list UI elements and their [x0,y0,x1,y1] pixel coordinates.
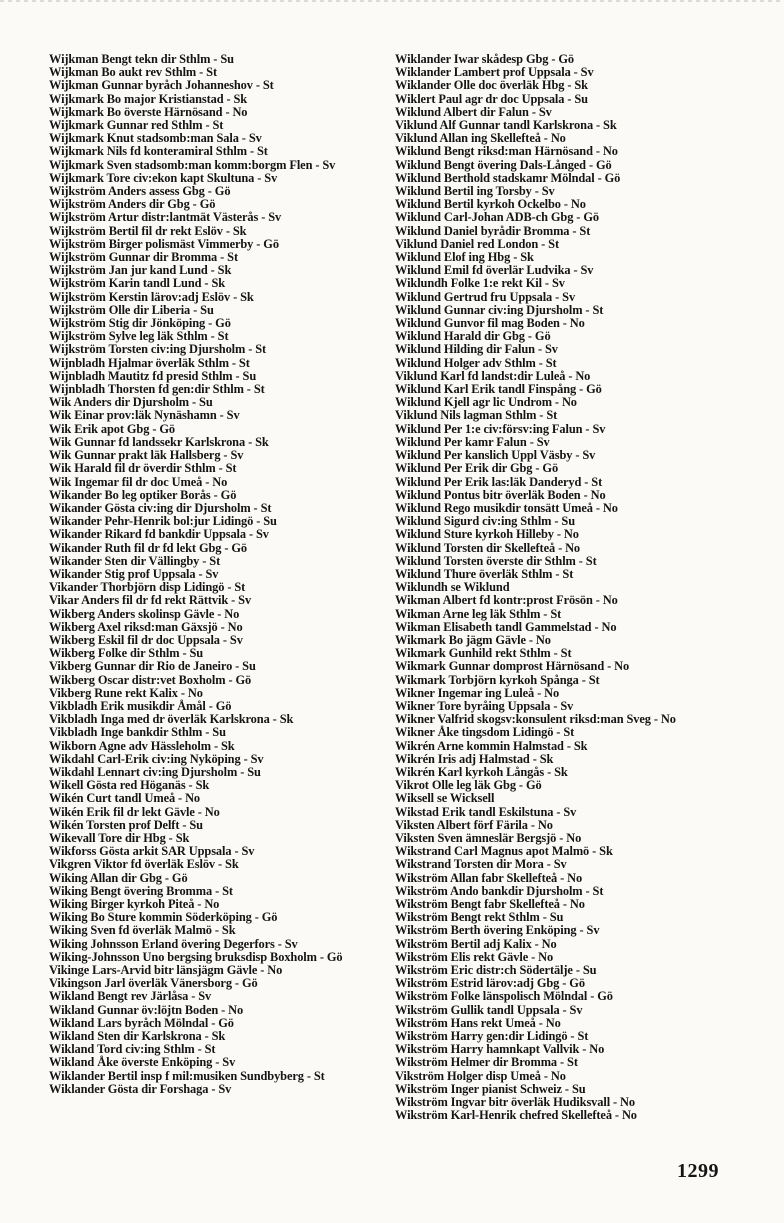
directory-entry: Wikner Åke tingsdom Lidingö - St [395,725,575,740]
directory-entry: Wikström Bertil adj Kalix - No [395,936,557,951]
directory-entry: Vikgren Viktor fd överläk Eslöv - Sk [49,857,239,872]
directory-entry: Wiking Bo Sture kommin Söderköping - Gö [49,910,278,925]
directory-entry: Wijkmark Bo major Kristianstad - Sk [49,91,248,106]
directory-entry: Wiklund Torsten överste dir Sthlm - St [395,553,597,568]
right-column [395,53,715,1122]
directory-entry: Wiking Allan dir Gbg - Gö [49,870,188,885]
directory-entry: Wiklund Bengt riksd:man Härnösand - No [395,144,618,159]
directory-entry: Wikander Gösta civ:ing dir Djursholm - St [49,500,272,515]
directory-entry: Vikbladh Inga med dr överläk Karlskrona - Sk [49,712,294,727]
directory-entry: Wijkström Anders assess Gbg - Gö [49,184,231,199]
directory-entry: Wikberg Eskil fil dr doc Uppsala - Sv [49,632,243,647]
directory-entry: Wiklund Karl Erik tandl Finspång - Gö [395,382,602,397]
directory-entry: Wiking Bengt övering Bromma - St [49,883,233,898]
directory-entry: Wiklund Harald dir Gbg - Gö [395,329,551,344]
directory-entry: Wikström Ando bankdir Djursholm - St [395,883,604,898]
directory-entry: Vikberg Gunnar dir Rio de Janeiro - Su [49,659,256,674]
directory-entry: Wijkström Olle dir Liberia - Su [49,302,214,317]
directory-entry: Wijkström Stig dir Jönköping - Gö [49,316,231,331]
directory-entry: Wiking Johnsson Erland övering Degerfors - Sv [49,936,298,951]
directory-entry: Vikar Anders fil dr fd rekt Rättvik - Sv [49,593,252,608]
directory-entry: Wikdahl Carl-Erik civ:ing Nyköping - Sv [49,751,264,766]
directory-entry: Wijkström Torsten civ:ing Djursholm - St [49,342,267,357]
directory-entry: Wikland Åke överste Enköping - Sv [49,1055,236,1070]
directory-entry: Viklund Nils lagman Sthlm - St [395,408,558,423]
directory-entry: Wikrén Arne kommin Halmstad - Sk [395,738,588,753]
directory-entry: Wijkström Birger polismäst Vimmerby - Gö [49,236,279,251]
directory-entry: Wiklund Per Erik las:läk Danderyd - St [395,474,603,489]
directory-entry: Wijkmark Tore civ:ekon kapt Skultuna - Sv [49,170,278,185]
directory-entry: Vikrot Olle leg läk Gbg - Gö [395,778,542,793]
directory-entry: Wikström Elis rekt Gävle - No [395,949,554,964]
directory-entry: Wik Gunnar fd landssekr Karlskrona - Sk [49,434,269,449]
directory-entry: Vikström Holger disp Umeå - No [395,1068,566,1083]
directory-entry: Wikland Sten dir Karlskrona - Sk [49,1029,226,1044]
directory-entry: Wiklund Hilding dir Falun - Sv [395,342,558,357]
directory-entry: Vikberg Rune rekt Kalix - No [49,685,203,700]
directory-entry: Wikland Gunnar öv:löjtn Boden - No [49,1002,244,1017]
directory-entry: Wikström Gullik tandl Uppsala - Sv [395,1002,583,1017]
page-edge-rule [0,0,784,2]
directory-entry: Wikander Rikard fd bankdir Uppsala - Sv [49,527,269,542]
directory-entry: Wiklundh se Wiklund [395,580,510,595]
directory-entry: Wikén Erik fil dr lekt Gävle - No [49,804,220,819]
directory-entry: Wiklund Gunnar civ:ing Djursholm - St [395,302,604,317]
directory-entry: Wiklert Paul agr dr doc Uppsala - Su [395,91,588,106]
directory-entry: Wijkström Sylve leg läk Sthlm - St [49,329,229,344]
directory-entry: Viklund Allan ing Skellefteå - No [395,131,566,146]
directory-entry: Wikander Stig prof Uppsala - Sv [49,566,219,581]
directory-entry: Wikdahl Lennart civ:ing Djursholm - Su [49,764,261,779]
directory-entry: Wijkström Anders dir Gbg - Gö [49,197,216,212]
directory-entry: Wik Gunnar prakt läk Hallsberg - Sv [49,448,244,463]
directory-entry: Wiklund Berthold stadskamr Mölndal - Gö [395,170,621,185]
directory-entry: Wiklund Sture kyrkoh Hilleby - No [395,527,579,542]
directory-entry: Viksten Sven ämneslär Bergsjö - No [395,830,582,845]
directory-entry: Wiklund Holger adv Sthlm - St [395,355,557,370]
directory-entry: Wijkmark Bo överste Härnösand - No [49,104,248,119]
directory-entry: Viksten Albert förf Färila - No [395,817,553,832]
directory-entry: Wiking Sven fd överläk Malmö - Sk [49,923,236,938]
directory-entry: Wiklund Daniel byrådir Bromma - St [395,223,591,238]
directory-entry: Wijnbladh Hjalmar överläk Sthlm - St [49,355,250,370]
directory-entry: Wik Einar prov:läk Nynäshamn - Sv [49,408,240,423]
directory-entry: Wijkman Bo aukt rev Sthlm - St [49,65,217,80]
directory-entry: Wikberg Axel riksd:man Gäxsjö - No [49,619,243,634]
directory-entry: Wikberg Anders skolinsp Gävle - No [49,606,240,621]
left-column [49,53,361,1096]
directory-entry: Wijkmark Gunnar red Sthlm - St [49,118,224,133]
directory-entry: Wikman Elisabeth tandl Gammelstad - No [395,619,617,634]
directory-entry: Wiklund Bengt övering Dals-Långed - Gö [395,157,612,172]
directory-entry: Wikmark Bo jägm Gävle - No [395,632,551,647]
directory-entry: Wijnbladh Mautitz fd presid Sthlm - Su [49,368,257,383]
directory-entry: Wiklund Per kanslich Uppl Väsby - Sv [395,448,596,463]
directory-entry: Wik Harald fil dr överdir Sthlm - St [49,461,237,476]
directory-entry: Viklund Alf Gunnar tandl Karlskrona - Sk [395,118,617,133]
directory-entry: Wiklund Gunvor fil mag Boden - No [395,316,585,331]
directory-entry: Wikman Albert fd kontr:prost Frösön - No [395,593,618,608]
directory-entry: Wiklund Carl-Johan ADB-ch Gbg - Gö [395,210,599,225]
directory-entry: Wikstad Erik tandl Eskilstuna - Sv [395,804,577,819]
directory-entry: Wiksell se Wicksell [395,791,495,806]
directory-entry: Wiklund Bertil ing Torsby - Sv [395,184,555,199]
directory-entry: Wiklund Pontus bitr överläk Boden - No [395,487,606,502]
directory-entry: Wikmark Gunhild rekt Sthlm - St [395,646,572,661]
directory-entry: Wikander Pehr-Henrik bol:jur Lidingö - Su [49,514,277,529]
directory-entry: Wiklund Rego musikdir tonsätt Umeå - No [395,500,618,515]
directory-entry: Wikén Curt tandl Umeå - No [49,791,201,806]
directory-entry: Wijkmark Knut stadsomb:man Sala - Sv [49,131,262,146]
directory-entry: Wijkström Artur distr:lantmät Västerås - Sv [49,210,282,225]
directory-entry: Wiklund Kjell agr lic Undrom - No [395,395,577,410]
directory-entry: Wikén Torsten prof Delft - Su [49,817,203,832]
directory-entry: Wikner Valfrid skogsv:konsulent riksd:man Sveg - No [395,712,676,727]
directory-entry: Wik Ingemar fil dr doc Umeå - No [49,474,228,489]
directory-entry: Wikner Tore byråing Uppsala - Sv [395,698,574,713]
directory-entry: Wikberg Oscar distr:vet Boxholm - Gö [49,672,252,687]
directory-entry: Wiklundh Folke 1:e rekt Kil - Sv [395,276,565,291]
directory-entry: Wikström Harry gen:dir Lidingö - St [395,1029,589,1044]
directory-entry: Wikström Allan fabr Skellefteå - No [395,870,583,885]
directory-entry: Wikevall Tore dir Hbg - Sk [49,830,190,845]
directory-entry: Wiklander Iwar skådesp Gbg - Gö [395,52,575,66]
directory-entry: Wikström Karl-Henrik chefred Skellefteå - No [395,1108,637,1123]
directory-entry: Vikbladh Inge bankdir Sthlm - Su [49,725,226,740]
directory-entry: Wijkström Jan jur kand Lund - Sk [49,263,232,278]
directory-entry: Wikström Bengt fabr Skellefteå - No [395,897,585,911]
directory-entry: Wikström Eric distr:ch Södertälje - Su [395,963,597,978]
directory-entry: Wiklund Albert dir Falun - Sv [395,104,552,119]
directory-entry: Wikström Helmer dir Bromma - St [395,1055,578,1070]
directory-entry: Wiklund Thure överläk Sthlm - St [395,566,574,581]
directory-entry: Wijkman Bengt tekn dir Sthlm - Su [49,52,234,66]
directory-entry: Wiklund Per kamr Falun - Sv [395,434,550,449]
directory-entry: Wiklund Elof ing Hbg - Sk [395,250,534,265]
directory-entry: Wikland Tord civ:ing Sthlm - St [49,1042,216,1057]
directory-entry: Wikström Ingvar bitr överläk Hudiksvall - No [395,1095,636,1110]
directory-entry: Wiklund Per Erik dir Gbg - Gö [395,461,559,476]
directory-entry: Wiklander Olle doc överläk Hbg - Sk [395,78,588,93]
directory-entry: Wikström Bengt rekt Sthlm - Su [395,910,564,925]
directory-entry: Wikmark Torbjörn kyrkoh Spånga - St [395,672,600,687]
directory-entry: Wikander Ruth fil dr fd lekt Gbg - Gö [49,540,248,555]
directory-entry: Wiking Birger kyrkoh Piteå - No [49,897,220,911]
directory-entry: Wikrén Karl kyrkoh Långås - Sk [395,764,568,779]
page-number: 1299 [677,1160,719,1182]
directory-entry: Wikrén Iris adj Halmstad - Sk [395,751,554,766]
directory-entry: Wiklund Bertil kyrkoh Ockelbo - No [395,197,586,212]
directory-entry: Wikström Folke länspolisch Mölndal - Gö [395,989,613,1004]
directory-entry: Wikström Harry hamnkapt Vallvik - No [395,1042,605,1057]
directory-entry: Wikander Sten dir Vällingby - St [49,553,221,568]
directory-entry: Vikbladh Erik musikdir Åmål - Gö [49,698,232,713]
directory-entry: Wikland Lars byråch Mölndal - Gö [49,1015,234,1030]
directory-entry: Wikström Inger pianist Schweiz - Su [395,1081,586,1096]
directory-entry: Vikinge Lars-Arvid bitr länsjägm Gävle - No [49,963,283,978]
directory-entry: Wikell Gösta red Höganäs - Sk [49,778,210,793]
directory-entry: Wijkström Gunnar dir Bromma - St [49,250,238,265]
directory-entry: Viklund Karl fd landst:dir Luleå - No [395,368,591,383]
directory-entry: Wijkmark Nils fd konteramiral Sthlm - St [49,144,268,159]
directory-entry: Wikström Estrid lärov:adj Gbg - Gö [395,976,585,991]
directory-entry: Wikstrand Carl Magnus apot Malmö - Sk [395,844,613,859]
directory-entry: Wiklund Emil fd överlär Ludvika - Sv [395,263,594,278]
directory-entry: Wikström Hans rekt Umeå - No [395,1015,561,1030]
directory-entry: Wiklander Gösta dir Forshaga - Sv [49,1081,232,1096]
directory-entry: Wiking-Johnsson Uno bergsing bruksdisp Boxholm - Gö [49,949,343,964]
directory-entry: Wikborn Agne adv Hässleholm - Sk [49,738,235,753]
directory-entry: Wikland Bengt rev Järlåsa - Sv [49,989,212,1004]
directory-entry: Wijkström Kerstin lärov:adj Eslöv - Sk [49,289,254,304]
directory-entry: Wikberg Folke dir Sthlm - Su [49,646,204,661]
directory-entry: Wiklund Sigurd civ:ing Sthlm - Su [395,514,575,529]
directory-entry: Wijkström Bertil fil dr rekt Eslöv - Sk [49,223,247,238]
directory-entry: Wik Erik apot Gbg - Gö [49,421,175,436]
directory-entry: Wiklund Per 1:e civ:försv:ing Falun - Sv [395,421,606,436]
directory-entry: Wikstrand Torsten dir Mora - Sv [395,857,567,872]
directory-entry: Wijnbladh Thorsten fd gen:dir Sthlm - St [49,382,265,397]
directory-entry: Wikner Ingemar ing Luleå - No [395,685,560,700]
directory-entry: Viklund Daniel red London - St [395,236,559,251]
directory-entry: Wijkman Gunnar byråch Johanneshov - St [49,78,274,93]
directory-entry: Vikander Thorbjörn disp Lidingö - St [49,580,246,595]
directory-entry: Wikander Bo leg optiker Borås - Gö [49,487,237,502]
directory-entry: Wikforss Gösta arkit SAR Uppsala - Sv [49,844,255,859]
directory-entry: Vikingson Jarl överläk Vänersborg - Gö [49,976,258,991]
directory-entry: Wikström Berth övering Enköping - Sv [395,923,600,938]
directory-entry: Wikman Arne leg läk Sthlm - St [395,606,562,621]
directory-entry: Wijkström Karin tandl Lund - Sk [49,276,226,291]
directory-entry: Wiklander Lambert prof Uppsala - Sv [395,65,594,80]
directory-entry: Wijkmark Sven stadsomb:man komm:borgm Flen - Sv [49,157,336,172]
directory-entry: Wiklund Torsten dir Skellefteå - No [395,540,581,555]
directory-entry: Wiklander Bertil insp f mil:musiken Sundbyberg - St [49,1068,325,1083]
directory-entry: Wiklund Gertrud fru Uppsala - Sv [395,289,576,304]
directory-entry: Wik Anders dir Djursholm - Su [49,395,213,410]
directory-entry: Wikmark Gunnar domprost Härnösand - No [395,659,630,674]
